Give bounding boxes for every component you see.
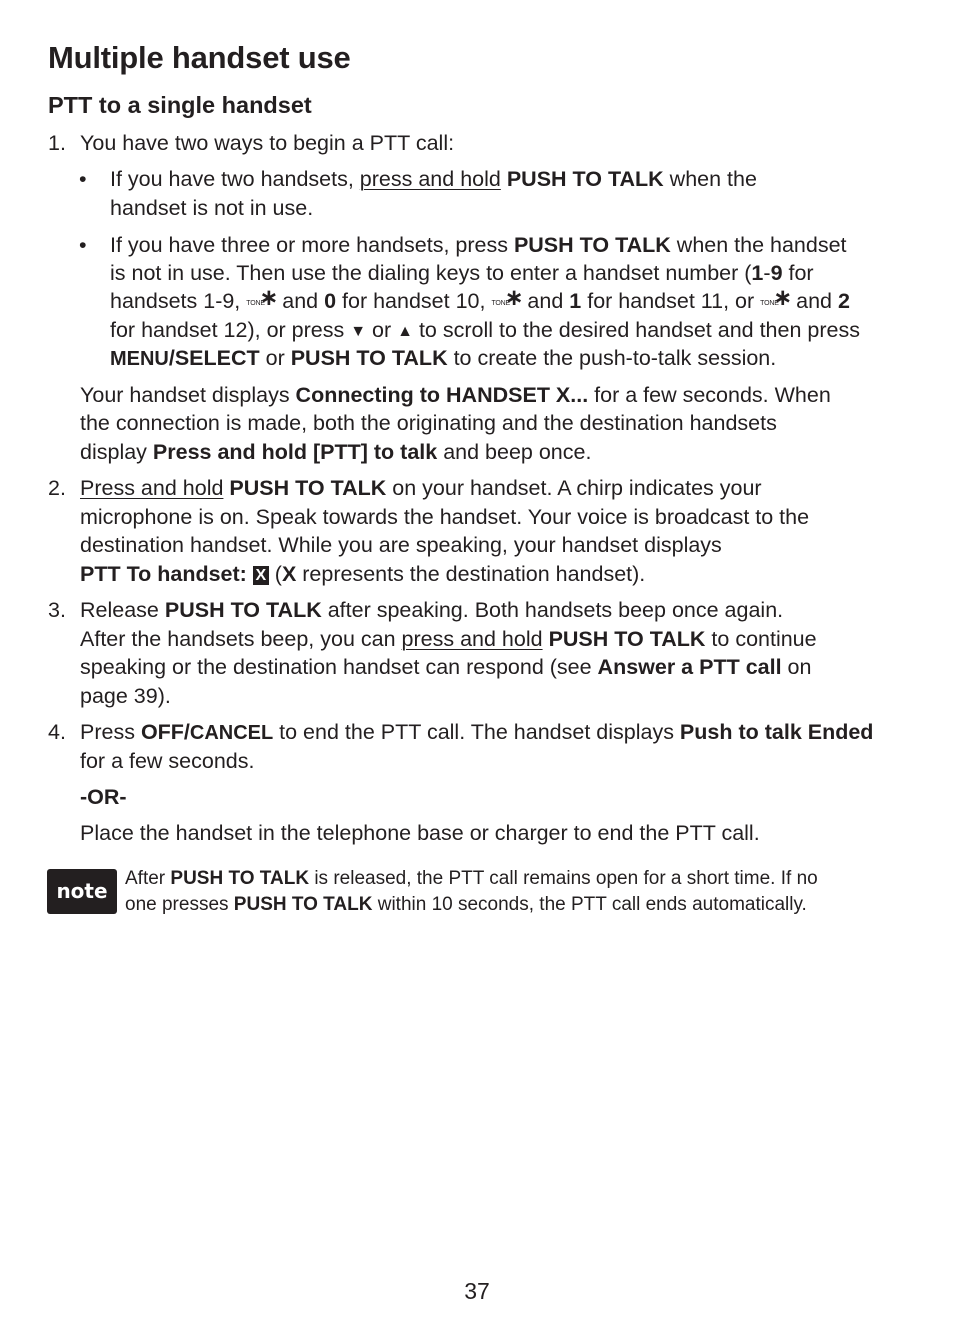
- bullet-2-line-4: for handset 12), or press ▼ or ▲ to scroll to the desired handset and then press: [110, 318, 860, 342]
- step-3-line-4: page 39).: [80, 684, 171, 708]
- step-2-line-1: Press and hold PUSH TO TALK on your handset. A chirp indicates your: [80, 476, 762, 500]
- bullet-2-line-5: MENU/SELECT or PUSH TO TALK to create the push-to-talk session.: [110, 346, 777, 370]
- note-line-2: one presses PUSH TO TALK within 10 seconds, the PTT call ends automatically.: [125, 894, 807, 915]
- step-number: 3.: [48, 598, 66, 622]
- or-separator: -OR-: [80, 785, 127, 809]
- bullet-2-line-2: is not in use. Then use the dialing keys to enter a handset number (1-9 for: [110, 261, 814, 285]
- step-4-line-2: for a few seconds.: [80, 749, 255, 773]
- note-line-1: After PUSH TO TALK is released, the PTT call remains open for a short time. If no: [125, 868, 818, 889]
- bullet-2-line-3: handsets 1-9, TONE ∗ and 0 for handset 10, TONE ∗ and 1 for handset 11, or TONE ∗ and 2: [110, 284, 850, 313]
- page-number: 37: [464, 1278, 490, 1304]
- tone-star-key-icon: TONE ∗: [246, 284, 279, 310]
- note-badge: note: [47, 869, 117, 914]
- bullet-2-line-1: If you have three or more handsets, press PUSH TO TALK when the handset: [110, 233, 847, 257]
- step-2-line-2: microphone is on. Speak towards the handset. Your voice is broadcast to the: [80, 505, 810, 529]
- page-title: Multiple handset use: [48, 40, 351, 75]
- bullet-icon: •: [79, 167, 87, 191]
- step-1-para-line-1: Your handset displays Connecting to HANDSET X... for a few seconds. When: [80, 383, 831, 407]
- step-1-para-line-2: the connection is made, both the originating and the destination handsets: [80, 411, 777, 435]
- step-2-line-3: destination handset. While you are speaking, your handset displays: [80, 533, 722, 557]
- bullet-1-line-1: If you have two handsets, press and hold PUSH TO TALK when the: [110, 167, 757, 191]
- step-4-line-1: Press OFF/CANCEL to end the PTT call. The handset displays Push to talk Ended: [80, 720, 874, 744]
- step-4-line-3: Place the handset in the telephone base or charger to end the PTT call.: [80, 821, 760, 845]
- bullet-1-line-2: handset is not in use.: [110, 196, 314, 220]
- step-number: 1.: [48, 131, 66, 155]
- step-number: 4.: [48, 720, 66, 744]
- step-3-line-1: Release PUSH TO TALK after speaking. Both handsets beep once again.: [80, 598, 784, 622]
- step-3-line-2: After the handsets beep, you can press and hold PUSH TO TALK to continue: [80, 627, 817, 651]
- step-number: 2.: [48, 476, 66, 500]
- bullet-icon: •: [79, 233, 87, 257]
- up-arrow-icon: ▲: [397, 323, 413, 340]
- down-arrow-icon: ▼: [350, 323, 367, 340]
- section-heading: PTT to a single handset: [48, 92, 312, 118]
- step-3-line-3: speaking or the destination handset can respond (see Answer a PTT call on: [80, 655, 812, 679]
- step-2-line-4: PTT To handset: X (X represents the destination handset).: [80, 562, 646, 586]
- tone-star-key-icon: TONE ∗: [760, 284, 793, 310]
- step-1-para-line-3: display Press and hold [PTT] to talk and beep once.: [80, 440, 592, 464]
- step-1-intro: You have two ways to begin a PTT call:: [80, 131, 455, 155]
- tone-star-key-icon: TONE ∗: [491, 284, 524, 310]
- handset-x-icon: X: [253, 566, 269, 585]
